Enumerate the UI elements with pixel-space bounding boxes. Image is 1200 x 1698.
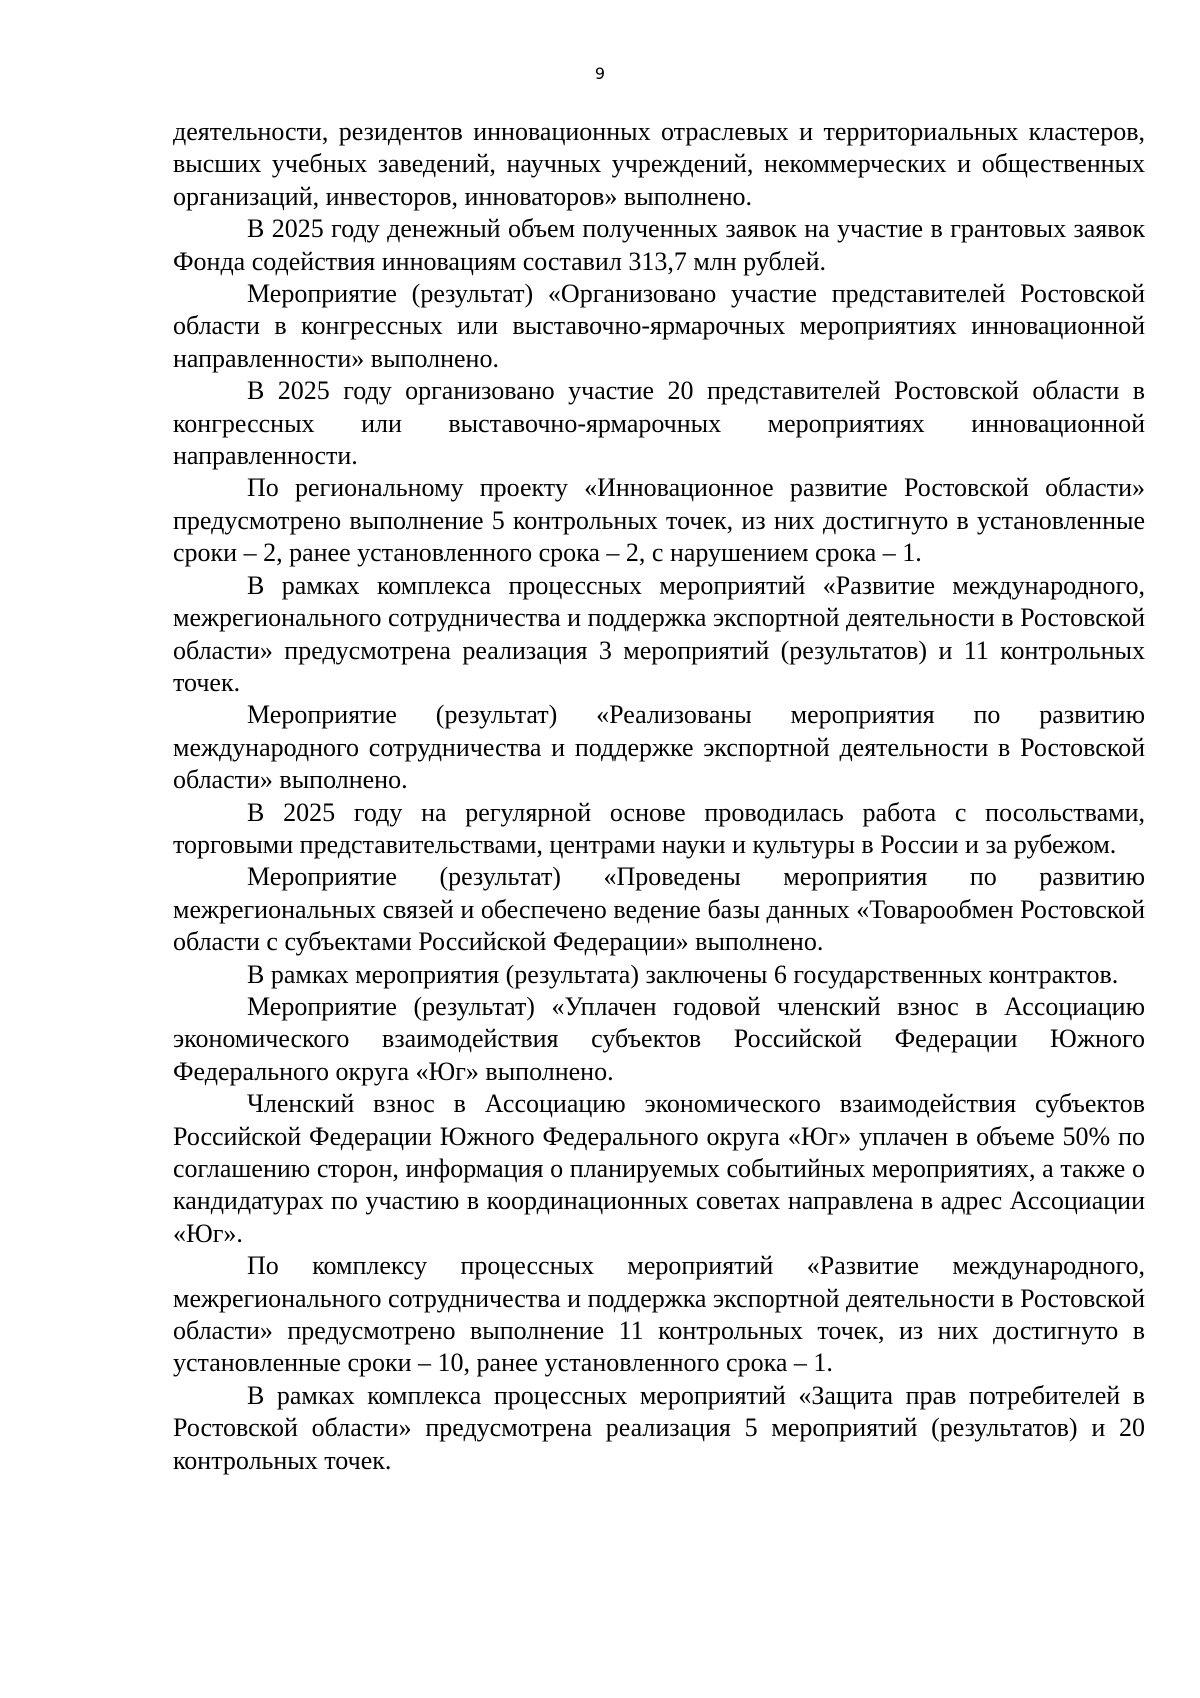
paragraph: В 2025 году денежный объем полученных заявок на участие в грантовых заявок Фонда содействия инновациям составил 313,7 млн рублей.	[173, 214, 1145, 276]
paragraph: По комплексу процессных мероприятий «Развитие международного, межрегионального сотрудничества и поддержка экспортной деятельности в Ростовской области» предусмотрено выполнение 11 контрольных точек, из них достигнуто в установленные сроки – 10, ранее установленного срока – 1.	[173, 1251, 1145, 1378]
document-body	[173, 116, 1145, 1477]
paragraph: Членский взнос в Ассоциацию экономического взаимодействия субъектов Российской Федерации Южного Федерального округа «Юг» уплачен в объеме 50% по соглашению сторон, информация о планируемых событийных мероприятиях, а также о кандидатурах по участию в координационных советах направлена в адрес Ассоциации «Юг».	[173, 1089, 1145, 1248]
paragraph: В рамках комплекса процессных мероприятий «Защита прав потребителей в Ростовской области» предусмотрена реализация 5 мероприятий (результатов) и 20 контрольных точек.	[173, 1380, 1145, 1475]
paragraph: По региональному проекту «Инновационное развитие Ростовской области» предусмотрено выполнение 5 контрольных точек, из них достигнуто в установленные сроки – 2, ранее установленного срока – 2, с нарушением срока – 1.	[173, 473, 1145, 568]
paragraph: Мероприятие (результат) «Организовано участие представителей Ростовской области в конгрессных или выставочно-ярмарочных мероприятиях инновационной направленности» выполнено.	[173, 279, 1145, 373]
paragraph-continuation: деятельности, резидентов инновационных отраслевых и территориальных кластеров, высших учебных заведений, научных учреждений, некоммерческих и общественных организаций, инвесторов, инноваторов» выполнено.	[173, 117, 1145, 211]
paragraph: В рамках комплекса процессных мероприятий «Развитие международного, межрегионального сотрудничества и поддержка экспортной деятельности в Ростовской области» предусмотрена реализация 3 мероприятий (результатов) и 11 контрольных точек.	[173, 570, 1145, 697]
paragraph: В рамках мероприятия (результата) заключены 6 государственных контрактов.	[247, 959, 1119, 989]
page-number: 9	[594, 64, 606, 83]
paragraph: Мероприятие (результат) «Реализованы мероприятия по развитию международного сотрудничества и поддержке экспортной деятельности в Ростовской области» выполнено.	[173, 700, 1145, 795]
paragraph: В 2025 году на регулярной основе проводилась работа с посольствами, торговыми представительствами, центрами науки и культуры в России и за рубежом.	[173, 797, 1145, 859]
paragraph: Мероприятие (результат) «Уплачен годовой членский взнос в Ассоциацию экономического взаимодействия субъектов Российской Федерации Южного Федерального округа «Юг» выполнено.	[173, 991, 1145, 1086]
paragraph: Мероприятие (результат) «Проведены мероприятия по развитию межрегиональных связей и обеспечено ведение базы данных «Товарообмен Ростовской области с субъектами Российской Федерации» выполнено.	[173, 862, 1145, 957]
paragraph: В 2025 году организовано участие 20 представителей Ростовской области в конгрессных или выставочно-ярмарочных мероприятиях инновационной направленности.	[173, 376, 1145, 471]
